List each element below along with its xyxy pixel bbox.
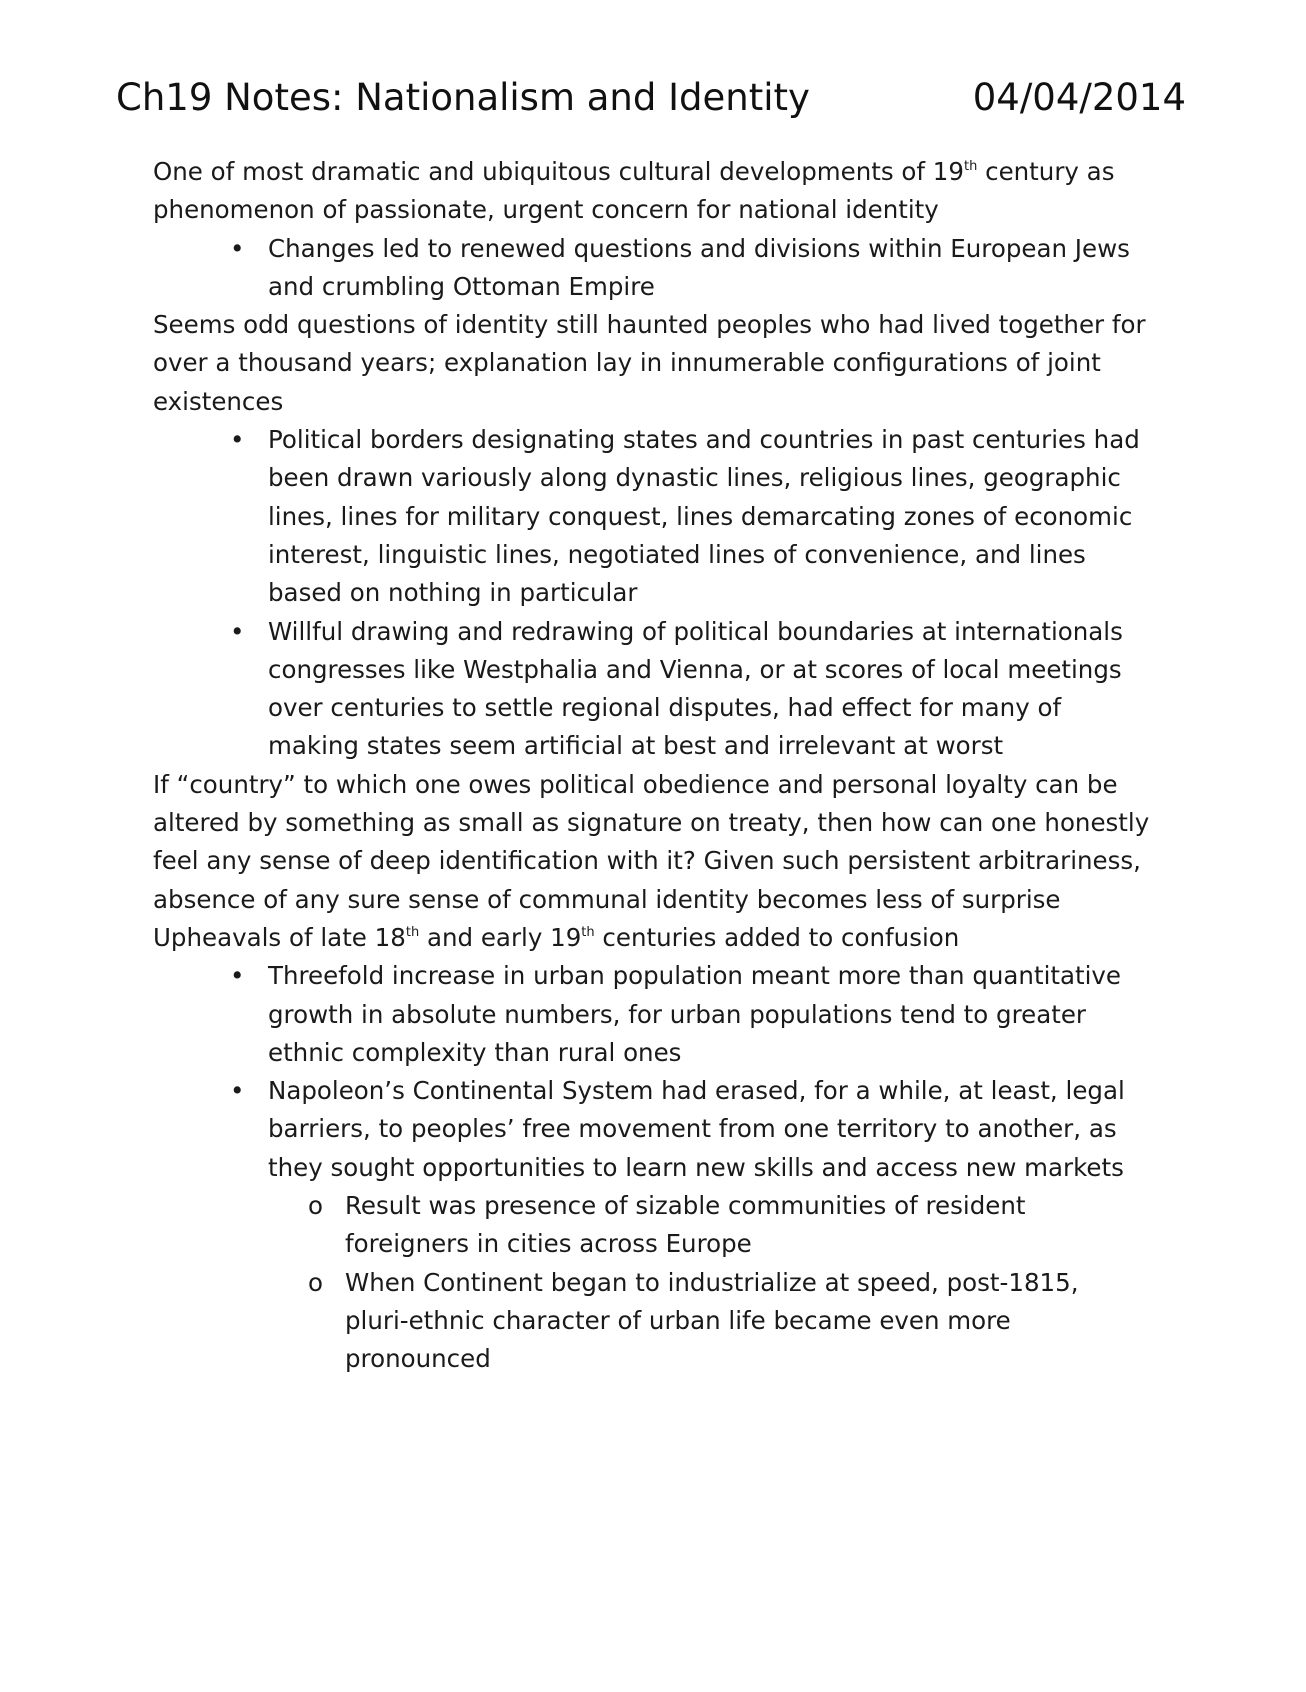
paragraph-national-identity <box>153 153 1163 230</box>
list-item <box>153 421 1148 612</box>
paragraph-text: centuries added to confusion <box>594 922 960 952</box>
list-item <box>153 230 1148 307</box>
paragraph-upheavals <box>153 919 1163 957</box>
bullet-icon: • <box>230 961 245 991</box>
notes-body <box>153 153 1163 1379</box>
list-item <box>153 957 1148 1072</box>
page-title: Ch19 Notes: Nationalism and Identity <box>116 76 810 119</box>
list-item-text: Napoleon’s Continental System had erased, for a while, at least, legal barriers, to peoples’ free movement from one territory to another, as they sought opportunities to learn new skills and access new markets <box>268 1076 1125 1182</box>
superscript: th <box>405 924 420 940</box>
sub-list-item-text: When Continent began to industrialize at speed, post-1815, pluri-ethnic character of urban life became even more pronounced <box>345 1267 1079 1374</box>
paragraph-text: One of most dramatic and ubiquitous cultural developments of 19 <box>153 157 964 186</box>
paragraph-text: and early 19 <box>419 922 582 952</box>
list-item-text: Changes led to renewed questions and divisions within European Jews and crumbling Ottoman Empire <box>268 233 1130 301</box>
list-item-text: Political borders designating states and countries in past centuries had been drawn variously along dynastic lines, religious lines, geographic lines, lines for military conquest, lines demarcating zones of economic interest, linguistic lines, negotiated lines of convenience, and lines based on nothing in particular <box>268 425 1140 608</box>
paragraph-text: Upheavals of late 18 <box>153 922 406 952</box>
bullet-icon: • <box>230 233 245 263</box>
sub-list-item <box>153 1187 1125 1264</box>
page-header <box>116 72 1186 124</box>
list-item-text: Willful drawing and redrawing of political boundaries at internationals congresses like Westphalia and Vienna, or at scores of local meetings over centuries to settle regional disputes, had effect for many of making states seem artificial at best and irrelevant at worst <box>268 616 1123 761</box>
sub-list-item-text: Result was presence of sizable communities of resident foreigners in cities across Europe <box>345 1191 1026 1259</box>
paragraph-text: century as phenomenon of passionate, urgent concern for national identity <box>153 157 1115 225</box>
page-date: 04/04/2014 <box>972 76 1186 119</box>
paragraph-identity-questions: Seems odd questions of identity still haunted peoples who had lived together for over a thousand years; explanation lay in innumerable configurations of joint existences <box>153 310 1146 416</box>
circle-bullet-icon: o <box>308 1191 323 1221</box>
sub-list-item <box>153 1264 1125 1379</box>
bullet-icon: • <box>230 1076 245 1106</box>
bullet-icon: • <box>230 425 245 455</box>
circle-bullet-icon: o <box>308 1267 323 1297</box>
list-item <box>153 1072 1148 1187</box>
paragraph-country-loyalty: If “country” to which one owes political obedience and personal loyalty can be altered by something as small as signature on treaty, then how can one honestly feel any sense of deep identification with it? Given such persistent arbitrariness, absence of any sure sense of communal identity becomes less of surprise <box>153 769 1150 914</box>
superscript: th <box>581 924 595 940</box>
bullet-icon: • <box>230 616 245 646</box>
list-item <box>153 613 1148 766</box>
list-item-text: Threefold increase in urban population meant more than quantitative growth in absolute numbers, for urban populations tend to greater ethnic complexity than rural ones <box>268 961 1121 1067</box>
superscript: th <box>963 159 978 174</box>
